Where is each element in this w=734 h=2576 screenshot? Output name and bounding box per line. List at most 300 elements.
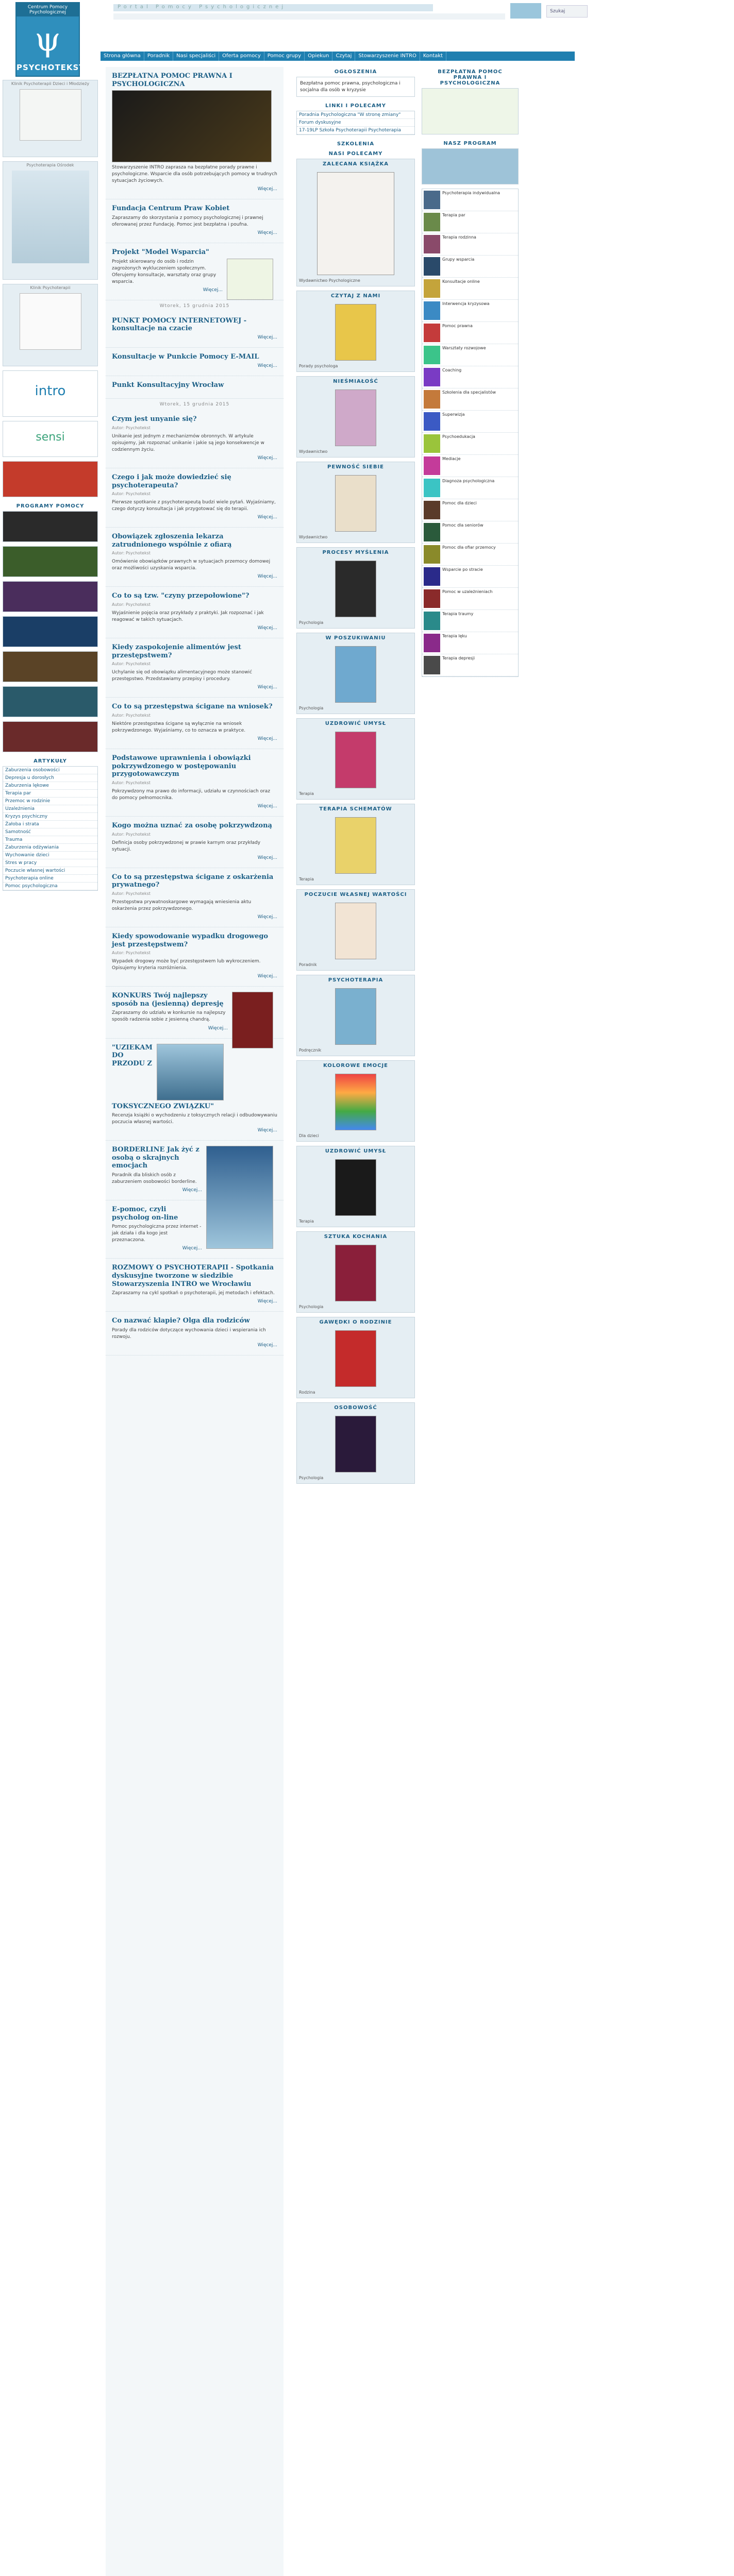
post-title[interactable]: PUNKT POMOCY INTERNETOWEJ - konsultacje na czacie	[112, 316, 247, 333]
nav-item-guide[interactable]: Poradnik	[144, 52, 173, 61]
post-image	[206, 1146, 273, 1249]
read-more-link[interactable]: Więcej...	[203, 287, 223, 293]
list-item[interactable]	[422, 211, 518, 233]
announcements-title: OGŁOSZENIA	[334, 69, 377, 75]
post-title[interactable]: "UZIEKAM DO PRZODU Z TOKSYCZNEGO ZWIĄZKU"	[112, 1043, 214, 1110]
post-body: Poradnik dla bliskich osób z zaburzeniem osobowości borderline.	[112, 1173, 197, 1185]
post	[106, 868, 283, 927]
post-body: Uchylanie się od obowiązku alimentacyjnego może stanowić przestępstwo. Przedstawiamy przepisy i procedury.	[112, 670, 252, 682]
left-link[interactable]: Zaburzenia lękowe	[3, 782, 97, 790]
item-label: Pomoc dla seniorów	[442, 523, 483, 528]
book-caption: Poradnik	[299, 962, 317, 968]
post-title[interactable]: Obowiązek zgłoszenia lekarza zatrudnionego wspólnie z ofiarą	[112, 533, 232, 549]
red-banner[interactable]	[3, 461, 98, 497]
post-body: Projekt skierowany do osób i rodzin zagrożonych wykluczeniem społecznym. Oferujemy konsultacje, warsztaty oraz grupy wsparcia.	[112, 259, 216, 284]
list-item[interactable]	[422, 632, 518, 654]
book-cover	[335, 561, 376, 617]
left-link[interactable]: Stres w pracy	[3, 859, 97, 867]
nav-item-read[interactable]: Czytaj	[332, 52, 355, 61]
left-link[interactable]: Zaburzenia osobowości	[3, 767, 97, 774]
list-item[interactable]	[422, 499, 518, 521]
post	[106, 410, 283, 468]
book-cover	[335, 988, 376, 1045]
program-banner-7[interactable]	[3, 721, 98, 752]
post-title[interactable]: Projekt "Model Wsparcia"	[112, 248, 209, 257]
book-card[interactable]	[296, 1146, 415, 1227]
post-title[interactable]: Co to są przestępstwa ścigane z oskarżenia prywatnego?	[112, 873, 274, 889]
book-caption: Porady psychologa	[299, 364, 338, 369]
middle-sidebar	[296, 67, 415, 1488]
book-card[interactable]	[296, 1231, 415, 1313]
item-label: Terapia depresji	[442, 656, 475, 660]
nav-item-home[interactable]: Strona główna	[101, 52, 144, 61]
post-title[interactable]: Podstawowe uprawnienia i obowiązki pokrzywdzonego w postępowaniu przygotowawczym	[112, 754, 251, 778]
right-list	[422, 189, 519, 677]
book-title: POCZUCIE WŁASNEJ WARTOŚCI	[304, 892, 407, 898]
left-link[interactable]: Przemoc w rodzinie	[3, 798, 97, 805]
post-body: Zapraszamy do udziału w konkursie na najlepszy sposób radzenia sobie z jesienną chandrą.	[112, 1010, 226, 1023]
left-ad-1-image	[20, 89, 81, 141]
post-body: Omówienie obowiązków prawnych w sytuacjach przemocy domowej oraz możliwości uzyskania wsparcia.	[112, 559, 271, 571]
left-ad-3-image	[20, 293, 81, 350]
item-label: Coaching	[442, 368, 462, 372]
nav-item-intro[interactable]: Stowarzyszenie INTRO	[355, 52, 420, 61]
list-item[interactable]	[422, 388, 518, 411]
post-meta: Autor: Psychotekst	[112, 602, 151, 607]
post-body: Porady dla rodziców dotyczące wychowania dzieci i wspierania ich rozwoju.	[112, 1327, 266, 1340]
post-title[interactable]: Kogo można uznać za osobę pokrzywdzoną	[112, 822, 272, 829]
left-link[interactable]: Poczucie własnej wartości	[3, 867, 97, 875]
book-title: UZDROWIĆ UMYSŁ	[325, 1148, 387, 1155]
item-label: Pomoc dla dzieci	[442, 501, 477, 505]
post	[106, 987, 283, 1038]
book-caption: Wydawnictwo Psychologiczne	[299, 278, 360, 283]
left-link[interactable]: Zaburzenia odżywiania	[3, 844, 97, 852]
post-meta: Autor: Psychotekst	[112, 713, 151, 718]
book-title: KOLOROWE EMOCJE	[323, 1063, 389, 1069]
post-title[interactable]: Konsultacje w Punkcie Pomocy E-MAIL	[112, 352, 259, 361]
item-thumbnail	[424, 390, 440, 409]
post	[106, 587, 283, 638]
post-body: Pomoc psychologiczna przez internet - jak działa i dla kogo jest przeznaczona.	[112, 1224, 202, 1243]
item-label: Terapia lęku	[442, 634, 467, 638]
item-label: Diagnoza psychologiczna	[442, 479, 495, 483]
section-programs-title: PROGRAMY POMOCY	[16, 503, 85, 509]
search-box[interactable]	[546, 5, 588, 18]
post-meta: Autor: Psychotekst	[112, 662, 151, 667]
post-image	[112, 90, 272, 162]
book-card[interactable]	[296, 1317, 415, 1398]
post-title[interactable]: Co to są tzw. "czyny przepołowione"?	[112, 592, 249, 600]
post	[106, 1141, 283, 1200]
item-label: Superwizja	[442, 412, 465, 417]
book-cover	[335, 1074, 376, 1130]
left-link[interactable]: Trauma	[3, 836, 97, 844]
item-thumbnail	[424, 567, 440, 586]
read-more-link[interactable]: Więcej...	[257, 1128, 277, 1133]
post-meta: Autor: Psychotekst	[112, 780, 151, 785]
read-more-link[interactable]: Więcej...	[257, 187, 277, 192]
read-more-link[interactable]: Więcej...	[257, 334, 277, 340]
read-more-link[interactable]: Więcej...	[257, 574, 277, 580]
logo-caption: Centrum Pomocy Psychologicznej	[16, 3, 79, 16]
header-band	[113, 13, 505, 20]
list-item[interactable]	[422, 654, 518, 676]
post-title[interactable]: Czym jest unyanie się?	[112, 415, 197, 423]
post	[106, 1312, 283, 1355]
post-meta: Autor: Psychotekst	[112, 492, 151, 497]
post-body: Wypadek drogowy może być przestępstwem lub wykroczeniem. Opisujemy kryteria rozróżnienia.	[112, 959, 261, 971]
read-more-link[interactable]: Więcej...	[257, 230, 277, 236]
item-thumbnail	[424, 235, 440, 253]
book-title: PSYCHOTERAPIA	[328, 977, 383, 984]
book-title: PROCESY MYŚLENIA	[322, 550, 389, 556]
post	[106, 927, 283, 987]
post-title[interactable]: Fundacja Centrum Praw Kobiet	[112, 205, 230, 213]
post	[106, 817, 283, 868]
book-card[interactable]	[296, 462, 415, 543]
item-thumbnail	[424, 213, 440, 231]
left-link[interactable]: Samotność	[3, 828, 97, 836]
post-body: Przestępstwa prywatnoskargowe wymagają wniesienia aktu oskarżenia przez pokrzywdzonego.	[112, 899, 252, 911]
list-item[interactable]	[422, 344, 518, 366]
item-thumbnail	[424, 279, 440, 298]
post	[106, 199, 283, 243]
logo-text: PSYCHOTEKST	[16, 63, 85, 72]
left-link[interactable]: Pomoc psychologiczna	[3, 883, 97, 890]
item-label: Pomoc prawna	[442, 324, 473, 328]
sensi-banner[interactable]	[3, 421, 98, 457]
book-card[interactable]	[296, 547, 415, 629]
left-link[interactable]: Kryzys psychiczny	[3, 813, 97, 821]
read-more-link[interactable]: Więcej...	[257, 625, 277, 631]
book-caption: Terapia	[299, 877, 314, 882]
post-image	[157, 1044, 224, 1100]
item-thumbnail	[424, 412, 440, 431]
left-ad-2-image	[12, 171, 89, 263]
book-card[interactable]	[296, 889, 415, 971]
item-thumbnail	[424, 589, 440, 608]
post-meta: Autor: Psychotekst	[112, 891, 151, 896]
left-link[interactable]: Terapia par	[3, 790, 97, 798]
right-banner-2[interactable]	[422, 148, 519, 184]
search-label: Szukaj	[550, 9, 565, 14]
book-caption: Terapia	[299, 1219, 314, 1224]
post-meta: Autor: Psychotekst	[112, 551, 151, 556]
right-banner-1[interactable]	[422, 88, 519, 134]
list-item[interactable]	[422, 521, 518, 544]
item-thumbnail	[424, 545, 440, 564]
post-title[interactable]: ROZMOWY O PSYCHOTERAPII - Spotkania dyskusyjne tworzone w siedzibie Stowarzyszenia INTRO we Wrocławiu	[112, 1264, 274, 1288]
read-more-link[interactable]: Więcej...	[182, 1188, 202, 1193]
left-ad-2[interactable]	[3, 161, 98, 280]
mid-links	[296, 111, 415, 135]
book-cover	[335, 304, 376, 361]
book-caption: Psychologia	[299, 1476, 324, 1481]
item-label: Terapia rodzinna	[442, 235, 476, 240]
book-caption: Wydawnictwo	[299, 449, 328, 454]
item-thumbnail	[424, 612, 440, 630]
left-ad-1[interactable]	[3, 80, 98, 157]
read-more-link[interactable]: Więcej...	[257, 804, 277, 809]
post	[106, 1259, 283, 1312]
post	[106, 638, 283, 698]
book-caption: Podręcznik	[299, 1048, 322, 1053]
post	[106, 528, 283, 587]
book-cover	[335, 1245, 376, 1301]
timestamp: Wtorek, 15 grudnia 2015	[159, 402, 230, 408]
list-item[interactable]	[422, 233, 518, 256]
book-title: CZYTAJ Z NAMI	[330, 293, 381, 299]
book-card[interactable]	[296, 633, 415, 714]
item-thumbnail	[424, 346, 440, 364]
item-thumbnail	[424, 523, 440, 541]
trainings-title: SZKOLENIA	[337, 141, 375, 147]
book-cover	[335, 1416, 376, 1472]
list-item[interactable]	[422, 588, 518, 610]
left-ad-3-caption: Klinik Psychoterapii	[30, 285, 71, 290]
left-ad-3[interactable]	[3, 284, 98, 366]
book-title: TERAPIA SCHEMATÓW	[319, 806, 392, 812]
item-label: Pomoc w uzależnieniach	[442, 589, 493, 594]
read-more-link[interactable]: Więcej...	[257, 363, 277, 368]
post	[106, 376, 283, 399]
book-title: OSOBOWOŚĆ	[334, 1405, 377, 1411]
read-more-link[interactable]: Więcej...	[257, 914, 277, 920]
list-item[interactable]	[422, 433, 518, 455]
sensi-label: sensi	[36, 431, 65, 444]
post-body: Recenzja książki o wychodzeniu z toksycznych relacji i odbudowywaniu poczucia własnej wartości.	[112, 1113, 277, 1125]
item-label: Wsparcie po stracie	[442, 567, 483, 572]
item-thumbnail	[424, 434, 440, 453]
main-nav	[101, 52, 575, 61]
list-item[interactable]	[422, 544, 518, 566]
book-caption: Terapia	[299, 791, 314, 796]
item-label: Terapia par	[442, 213, 465, 217]
left-link[interactable]: Żałoba i strata	[3, 821, 97, 828]
book-cover	[335, 389, 376, 446]
intro-label: intro	[35, 383, 66, 399]
mid-link[interactable]: 17-19LP Szkoła Psychoterapii Psychoterapia	[297, 127, 414, 134]
book-card[interactable]	[296, 1402, 415, 1484]
book-title: GAWĘDKI O RODZINIE	[319, 1319, 392, 1326]
post-body: Stowarzyszenie INTRO zaprasza na bezpłatne porady prawne i psychologiczne. Wsparcie dla osób potrzebujących pomocy w trudnych sytuacjach życiowych.	[112, 165, 277, 184]
nav-item-contact[interactable]: Kontakt	[420, 52, 446, 61]
post-title[interactable]: KONKURS Twój najlepszy sposób na (jesienną) depresję	[112, 992, 224, 1008]
program-banner-3[interactable]	[3, 581, 98, 612]
book-card[interactable]	[296, 376, 415, 457]
post-title[interactable]: Punkt Konsultacyjny Wrocław	[112, 381, 224, 389]
site-logo[interactable]	[15, 2, 85, 77]
nav-item-groups[interactable]: Pomoc grupy	[264, 52, 305, 61]
program-banner-1[interactable]	[3, 511, 98, 542]
left-link[interactable]: Wychowanie dzieci	[3, 852, 97, 859]
list-item[interactable]	[422, 278, 518, 300]
nav-item-offer[interactable]: Oferta pomocy	[219, 52, 264, 61]
left-ad-2-caption: Psychoterapia Ośrodek	[26, 163, 74, 167]
post-title[interactable]: Czego i jak może dowiedzieć się psychoterapeuta?	[112, 473, 231, 489]
list-item[interactable]	[422, 455, 518, 477]
book-card[interactable]	[296, 804, 415, 885]
book-caption: Rodzina	[299, 1390, 315, 1395]
item-thumbnail	[424, 456, 440, 475]
book-caption: Dla dzieci	[299, 1133, 319, 1139]
post-title[interactable]: Kiedy spowodowanie wypadku drogowego jest przestępstwem?	[112, 932, 269, 948]
post-meta: Autor: Psychotekst	[112, 425, 151, 430]
read-more-link[interactable]: Więcej...	[257, 855, 277, 860]
book-cover	[335, 817, 376, 874]
book-caption: Wydawnictwo	[299, 535, 328, 540]
item-thumbnail	[424, 368, 440, 386]
list-item[interactable]	[422, 366, 518, 388]
post	[106, 67, 283, 199]
book-card[interactable]	[296, 291, 415, 372]
post-meta: Autor: Psychotekst	[112, 951, 151, 956]
book-cover	[335, 1330, 376, 1387]
header-banner[interactable]	[510, 3, 541, 19]
announcement: Bezpłatna pomoc prawna, psychologiczna i socjalna dla osób w kryzysie	[296, 77, 415, 97]
read-more-link[interactable]: Więcej...	[257, 1299, 277, 1304]
post-title[interactable]: Co nazwać klapie? Olga dla rodziców	[112, 1317, 250, 1325]
book-caption: Psychologia	[299, 706, 324, 711]
mid-link[interactable]: Poradnia Psychologiczna "W stronę zmiany"	[297, 111, 414, 119]
item-label: Psychoterapia indywidualna	[442, 191, 501, 195]
item-label: Konsultacje online	[442, 279, 480, 284]
book-title: ZALECANA KSIĄŻKA	[322, 161, 389, 167]
links-title: LINKI I POLECAMY	[325, 103, 386, 109]
book-title: NIEŚMIAŁOŚĆ	[333, 379, 378, 385]
left-link[interactable]: Depresja u dorosłych	[3, 774, 97, 782]
item-label: Warsztaty rozwojowe	[442, 346, 486, 350]
right-sidebar	[422, 67, 519, 681]
post-title[interactable]: Co to są przestępstwa ścigane na wniosek?	[112, 703, 273, 711]
timestamp: Wtorek, 15 grudnia 2015	[159, 303, 230, 309]
post	[106, 468, 283, 528]
read-more-link[interactable]: Więcej...	[257, 455, 277, 461]
left-link[interactable]: Psychoterapia online	[3, 875, 97, 883]
read-more-link[interactable]: Więcej...	[257, 1342, 277, 1348]
item-thumbnail	[424, 656, 440, 674]
left-sidebar	[3, 80, 98, 895]
post-title[interactable]: E-pomoc, czyli psycholog on-line	[112, 1206, 178, 1222]
post-title[interactable]: BORDERLINE Jak żyć z osobą o skrajnych emocjach	[112, 1146, 199, 1170]
post-body: Definicja osoby pokrzywdzonej w prawie karnym oraz przykłady sytuacji.	[112, 840, 261, 852]
item-label: Mediacje	[442, 456, 461, 461]
list-item[interactable]	[422, 256, 518, 278]
list-item[interactable]	[422, 189, 518, 211]
post-body: Pierwsze spotkanie z psychoterapeutą budzi wiele pytań. Wyjaśniamy, czego dotyczy konsultacja i jak przygotować się do terapii.	[112, 500, 276, 512]
book-card[interactable]	[296, 159, 415, 286]
main-content	[106, 67, 283, 2576]
post-image	[232, 992, 273, 1048]
post-body: Zapraszamy do skorzystania z pomocy psychologicznej i prawnej oferowanej przez Fundację. Pomoc jest bezpłatna i poufna.	[112, 215, 263, 227]
book-card[interactable]	[296, 975, 415, 1056]
post-title[interactable]: BEZPŁATNA POMOC PRAWNA I PSYCHOLOGICZNA	[112, 72, 232, 88]
list-item[interactable]	[422, 610, 518, 632]
program-banner-6[interactable]	[3, 686, 98, 717]
book-card[interactable]	[296, 1060, 415, 1142]
program-banner-2[interactable]	[3, 546, 98, 577]
list-item[interactable]	[422, 477, 518, 499]
program-banner-4[interactable]	[3, 616, 98, 647]
item-thumbnail	[424, 191, 440, 209]
book-title: SZTUKA KOCHANIA	[324, 1234, 388, 1240]
item-label: Szkolenia dla specjalistów	[442, 390, 496, 395]
book-card[interactable]	[296, 718, 415, 800]
item-label: Pomoc dla ofiar przemocy	[442, 545, 496, 550]
post-body: Pokrzywdzony ma prawo do informacji, udziału w czynnościach oraz do pomocy pełnomocnika.	[112, 788, 271, 801]
post-body: Unikanie jest jednym z mechanizmów obronnych. W artykule opisujemy, jak rozpoznać unikanie i jakie są jego konsekwencje w codziennym życiu.	[112, 433, 264, 452]
book-cover	[335, 732, 376, 788]
item-label: Terapia traumy	[442, 612, 474, 616]
nav-item-specialists[interactable]: Nasi specjaliści	[173, 52, 219, 61]
list-item[interactable]	[422, 566, 518, 588]
list-item[interactable]	[422, 322, 518, 344]
read-more-link[interactable]: Więcej...	[257, 515, 277, 520]
item-thumbnail	[424, 501, 440, 519]
read-more-link[interactable]: Więcej...	[257, 685, 277, 690]
post-body: Niektóre przestępstwa ścigane są wyłącznie na wniosek pokrzywdzonego. Wyjaśniamy, co to oznacza w praktyce.	[112, 721, 246, 734]
book-title: UZDROWIĆ UMYSŁ	[325, 721, 387, 727]
read-more-link[interactable]: Więcej...	[208, 1025, 228, 1031]
post	[106, 1039, 283, 1141]
book-cover	[335, 475, 376, 532]
books-title: NASI POLECAMY	[328, 151, 383, 157]
site-title: Portal Pomocy Psychologicznej	[113, 4, 433, 11]
item-thumbnail	[424, 634, 440, 652]
logo-mark-icon: ψ	[35, 21, 61, 59]
item-thumbnail	[424, 324, 440, 342]
book-caption: Psychologia	[299, 620, 324, 625]
post-title[interactable]: Kiedy zaspokojenie alimentów jest przestępstwem?	[112, 643, 241, 659]
program-banner-5[interactable]	[3, 651, 98, 682]
item-thumbnail	[424, 257, 440, 276]
post-body: Wyjaśnienie pojęcia oraz przykłady z praktyki. Jak rozpoznać i jak reagować w takich sytuacjach.	[112, 611, 264, 623]
read-more-link[interactable]: Więcej...	[257, 974, 277, 979]
list-item[interactable]	[422, 300, 518, 322]
right-title-2: NASZ PROGRAM	[443, 141, 497, 146]
book-cover	[335, 1159, 376, 1216]
item-thumbnail	[424, 479, 440, 497]
post	[106, 749, 283, 817]
nav-item-guardian[interactable]: Opiekun	[305, 52, 332, 61]
header-right	[505, 3, 593, 24]
item-label: Interwencja kryzysowa	[442, 301, 490, 306]
item-thumbnail	[424, 301, 440, 320]
item-label: Psychoedukacja	[442, 434, 475, 439]
post	[106, 348, 283, 376]
left-link[interactable]: Uzależnienia	[3, 805, 97, 813]
book-caption: Psychologia	[299, 1304, 324, 1310]
section-articles-title: ARTYKUŁY	[34, 758, 67, 764]
read-more-link[interactable]: Więcej...	[182, 1246, 202, 1251]
item-label: Grupy wsparcia	[442, 257, 475, 262]
book-cover	[335, 646, 376, 703]
right-title-1: BEZPŁATNA POMOC PRAWNA I PSYCHOLOGICZNA	[438, 69, 503, 86]
post	[106, 312, 283, 348]
book-cover	[335, 903, 376, 959]
left-ad-1-caption: Klinik Psychoterapii Dzieci i Młodzieży	[11, 81, 90, 86]
book-title: PEWNOŚĆ SIEBIE	[327, 464, 384, 470]
post-body: Zapraszamy na cykl spotkań o psychoterapii, jej metodach i efektach.	[112, 1291, 275, 1296]
post	[106, 698, 283, 749]
post	[106, 243, 283, 300]
intro-banner[interactable]	[3, 370, 98, 417]
read-more-link[interactable]: Więcej...	[257, 736, 277, 742]
left-links	[3, 766, 98, 891]
mid-link[interactable]: Forum dyskusyjne	[297, 119, 414, 127]
list-item[interactable]	[422, 411, 518, 433]
